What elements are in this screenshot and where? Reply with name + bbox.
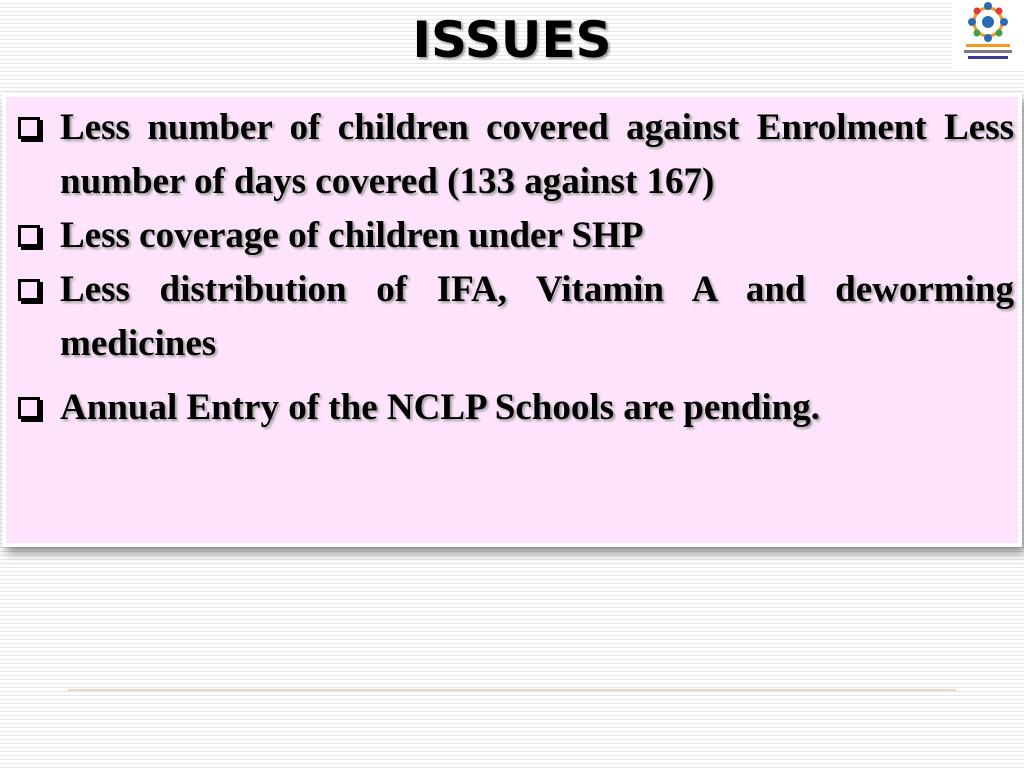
checkbox-bullet-icon [18,117,40,139]
logo-emblem-icon [952,0,1024,68]
footer-divider [68,689,956,691]
slide-title: ISSUES [412,11,612,69]
issues-list [6,97,1018,435]
mid-day-meal-scheme-logo [952,0,1024,68]
bullet-text: Less distribution of IFA, Vitamin A and deworming medicines [60,269,1014,364]
bullet-text: Annual Entry of the NCLP Schools are pending. [60,387,820,428]
checkbox-bullet-icon [18,397,40,419]
bullet-text: Less number of children covered against Enrolment Less number of days covered (133 against 167) [60,107,1014,202]
list-item [18,101,1014,209]
list-item [18,381,1014,435]
checkbox-bullet-icon [18,279,40,301]
checkbox-bullet-icon [18,225,40,247]
bullet-text: Less coverage of children under SHP [60,215,644,256]
list-item [18,263,1014,371]
content-box [2,93,1022,547]
list-item [18,209,1014,263]
